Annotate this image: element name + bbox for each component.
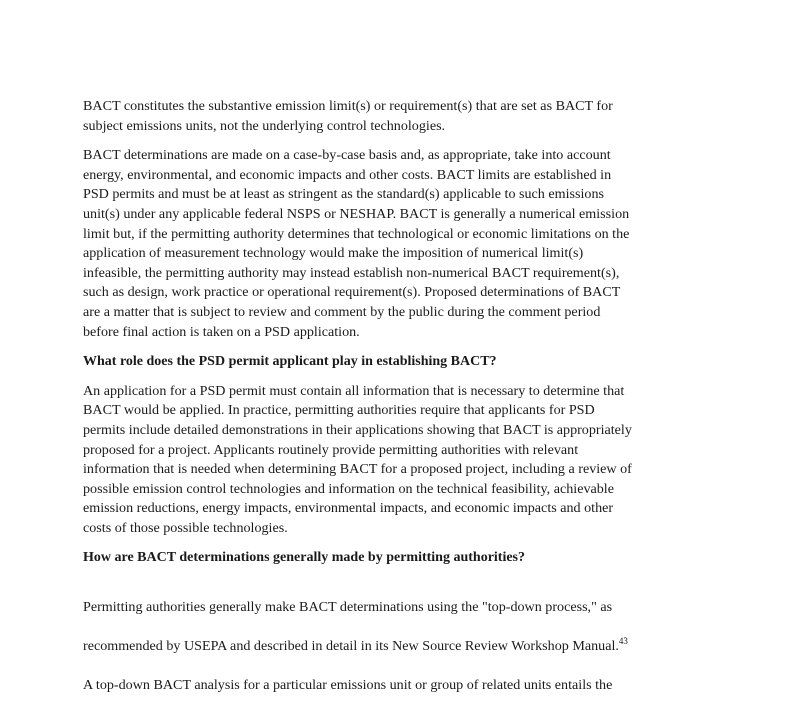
section-heading-applicant-role: What role does the PSD permit applicant play in establishing BACT? — [83, 354, 497, 370]
paragraph-bact-determinations: BACT determinations are made on a case-by-case basis and, as appropriate, take into account energy, environmental, and economic impacts and other costs. BACT limits are established in PSD permits and must be at least as stringent as the standard(s) applicable to such emissions unit(s) under any applicable federal NSPS or NESHAP. BACT is generally a numerical emission limit but, if the permitting authority determines that technological or economic limitations on the application of measurement technology would make the imposition of numerical limit(s) infeasible, the permitting authority may instead establish non-numerical BACT requirement(s), such as design, work practice or operational requirement(s). Proposed determinations of BACT are a matter that is subject to review and comment by the public during the comment period before final action is taken on a PSD application. — [83, 147, 630, 340]
paragraph-line: recommended by USEPA and described in detail in its New Source Review Workshop Manual. — [83, 637, 619, 654]
section-heading-determination-process: How are BACT determinations generally made by permitting authorities? — [83, 550, 526, 566]
paragraph-applicant-role: An application for a PSD permit must contain all information that is necessary to determine that BACT would be applied. In practice, permitting authorities require that applicants for PSD permits include detailed demonstrations in their applications showing that BACT is appropriately proposed for a project. Applicants routinely provide permitting authorities with relevant information that is needed when determining BACT for a proposed project, including a review of possible emission control technologies and information on the technical feasibility, achievable emission reductions, energy impacts, environmental impacts, and economic impacts and other costs of those possible technologies. — [83, 382, 632, 536]
paragraph-line: A top-down BACT analysis for a particular emissions unit or group of related units entails the — [83, 677, 613, 694]
paragraph-top-down-process — [83, 578, 703, 696]
footnote-reference[interactable]: 43 — [618, 635, 628, 646]
paragraph-line: Permitting authorities generally make BACT determinations using the "top-down process," as — [83, 598, 613, 615]
document-body — [83, 97, 703, 706]
paragraph-bact-definition: BACT constitutes the substantive emission limit(s) or requirement(s) that are set as BACT for subject emissions units, not the underlying control technologies. — [83, 98, 613, 134]
